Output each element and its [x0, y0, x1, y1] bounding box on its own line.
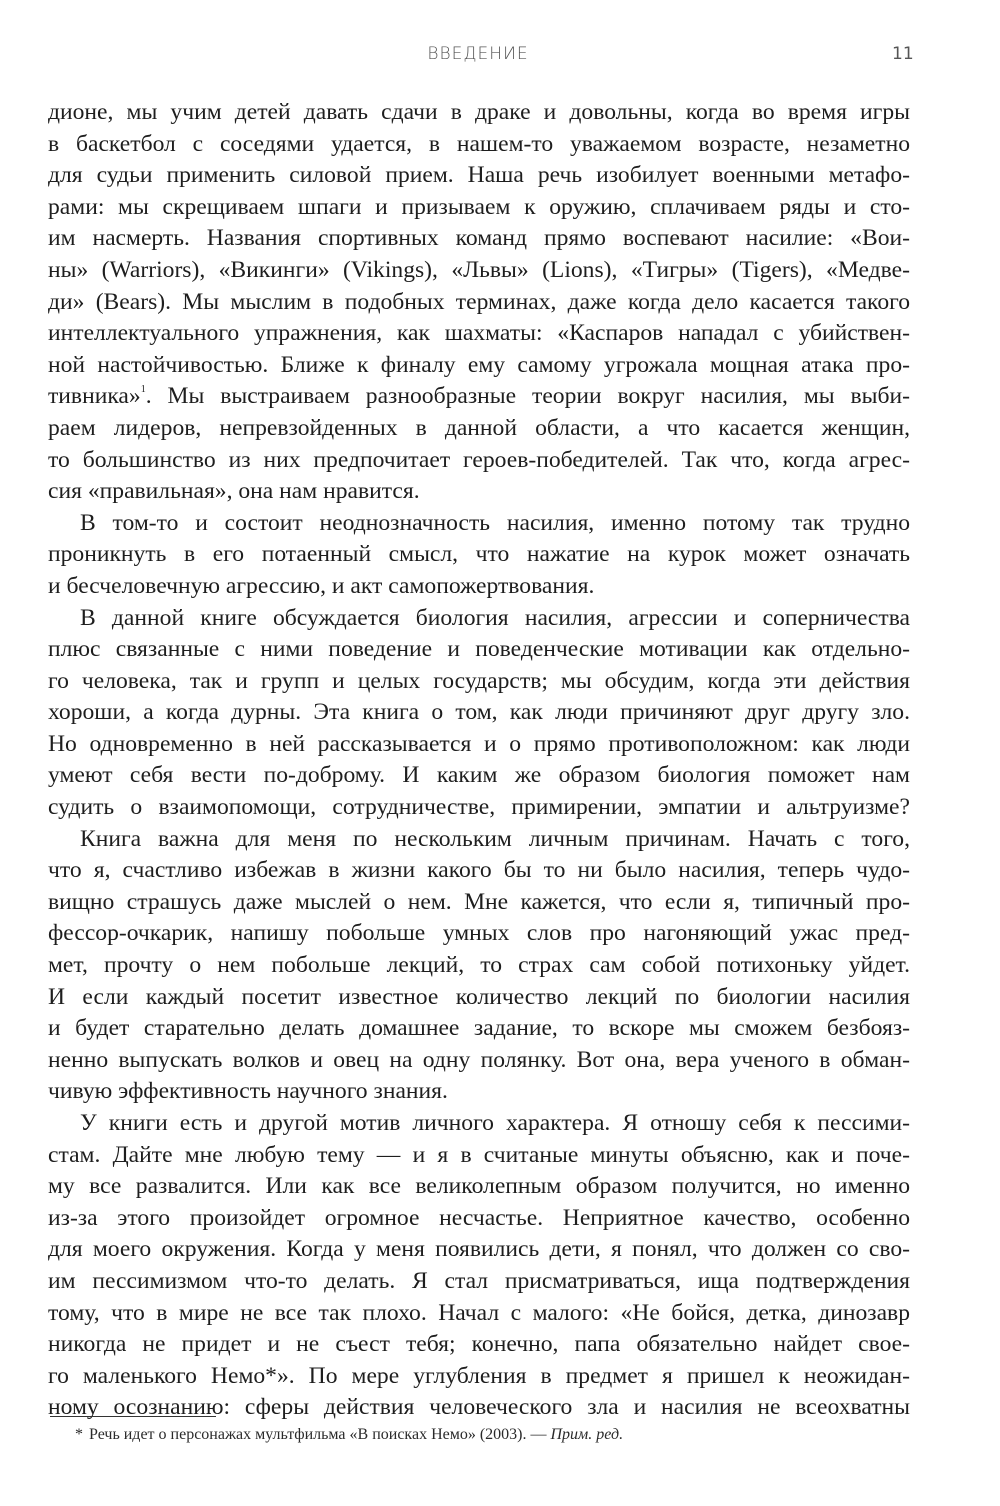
- text-line: ненно выпускать волков и овец на одну полянку. Вот она, вера ученого в обман-: [48, 1046, 910, 1073]
- text-line: сия «правильная», она нам нравится.: [48, 478, 420, 505]
- text-line: мет, прочту о нем побольше лекций, то страх сам собой потихоньку уйдет.: [48, 952, 910, 979]
- text-line: что я, счастливо избежав в жизни какого бы то ни было насилия, теперь чудо-: [48, 857, 910, 884]
- endnote-reference[interactable]: 1: [140, 384, 146, 396]
- text-line: В данной книге обсуждается биология насилия, агрессии и соперничества: [80, 604, 910, 631]
- text-line: в баскетбол с соседями удается, в нашем-то уважаемом возрасте, незаметно: [48, 130, 910, 157]
- text-line: дионе, мы учим детей давать сдачи в драке и довольны, когда во время игры: [48, 99, 910, 125]
- text-line: го человека, так и групп и целых государств; мы обсудим, когда эти действия: [48, 667, 910, 694]
- text-line: интеллектуального упражнения, как шахматы: «Каспаров нападал с убийствен-: [48, 320, 910, 347]
- text-line: для моего окружения. Когда у меня появились дети, я понял, что должен со сво-: [48, 1236, 910, 1263]
- running-head: [0, 40, 1000, 72]
- footnote-mark: *: [75, 1426, 83, 1443]
- text-line: В том-то и состоит неоднозначность насилия, именно потому так трудно: [80, 509, 910, 536]
- text-line: ди» (Bears). Мы мыслим в подобных терминах, даже когда дело касается такого: [48, 288, 910, 315]
- text-line: Книга важна для меня по нескольким личным причинам. Начать с того,: [80, 825, 910, 852]
- body-text: [48, 97, 910, 1424]
- text-line: раем лидеров, непревзойденных в данной области, а что касается женщин,: [48, 414, 910, 441]
- chapter-title: ВВЕДЕНИЕ: [427, 44, 529, 64]
- text-line: им насмерть. Названия спортивных команд прямо воспевают насилие: «Вои-: [48, 225, 910, 252]
- text-line: стам. Дайте мне любую тему — и я в считаные минуты объясню, как и поче-: [48, 1141, 910, 1168]
- text-line: то большинство из них предпочитает героев-победителей. Так что, когда агрес-: [48, 446, 910, 473]
- text-line: из-за этого произойдет огромное несчастье. Неприятное качество, особенно: [48, 1204, 910, 1231]
- text-line: Но одновременно в ней рассказывается и о прямо противоположном: как люди: [48, 730, 910, 757]
- footnote-divider: [50, 1416, 216, 1417]
- text-line: и бесчеловечную агрессию, и акт самопожертвования.: [48, 572, 595, 599]
- text-line: тому, что в мире не все так плохо. Начал с малого: «Не бойся, детка, динозавр: [48, 1299, 910, 1326]
- text-line: фессор-очкарик, напишу побольше умных слов про нагоняющий ужас пред-: [48, 920, 910, 947]
- footnote: [75, 1426, 623, 1444]
- text-line-with-endnote: [48, 381, 910, 413]
- text-line: ной настойчивостью. Ближе к финалу ему самому угрожала мощная атака про-: [48, 351, 910, 378]
- editor-note: Прим. ред.: [550, 1426, 624, 1443]
- text-line: ны» (Warriors), «Викинги» (Vikings), «Львы» (Lions), «Тигры» (Tigers), «Медве-: [48, 256, 910, 283]
- page-number: 11: [892, 44, 914, 64]
- text-line: рами: мы скрещиваем шпаги и призываем к оружию, сплачиваем ряды и сто-: [48, 193, 910, 220]
- text-line: ному осознанию: сферы действия человеческого зла и насилия не всеохватны: [48, 1394, 910, 1421]
- text-line: вищно страшусь даже мыслей о нем. Мне кажется, что если я, типичный про-: [48, 888, 910, 915]
- text-line: хороши, а когда дурны. Эта книга о том, как люди причиняют друг другу зло.: [48, 699, 910, 726]
- text-line: му все развалится. Или как все великолепным образом получится, но именно: [48, 1173, 910, 1200]
- text-fragment: . Мы выстраиваем разнообразные теории вокруг насилия, мы выби-: [145, 383, 910, 410]
- footnote-text: Речь идет о персонажах мультфильма «В поисках Немо» (2003). —: [89, 1426, 551, 1443]
- text-line: У книги есть и другой мотив личного характера. Я отношу себя к пессими-: [80, 1110, 910, 1136]
- text-line: проникнуть в его потаенный смысл, что нажатие на курок может означать: [48, 541, 910, 568]
- text-line: никогда не придет и не съест тебя; конечно, папа обязательно найдет свое-: [48, 1331, 910, 1358]
- text-line: умеют себя вести по-доброму. И каким же образом биология поможет нам: [48, 762, 910, 789]
- text-line: го маленького Немо*». По мере углубления в предмет я пришел к неожидан-: [48, 1362, 910, 1389]
- text-line: судить о взаимопомощи, сотрудничестве, примирении, эмпатии и альтруизме?: [48, 794, 910, 821]
- text-line: И если каждый посетит известное количество лекций по биологии насилия: [48, 983, 910, 1010]
- text-line: им пессимизмом что-то делать. Я стал присматриваться, ища подтверждения: [48, 1267, 910, 1294]
- text-line: чивую эффективность научного знания.: [48, 1078, 448, 1105]
- text-line: и будет старательно делать домашнее задание, то вскоре мы сможем безбояз-: [48, 1015, 910, 1042]
- text-line: для судьи применить силовой прием. Наша речь изобилует военными метафо-: [48, 162, 910, 189]
- text-fragment: тивника»: [48, 383, 141, 410]
- text-line: плюс связанные с ними поведение и поведенческие мотивации как отдельно-: [48, 636, 910, 663]
